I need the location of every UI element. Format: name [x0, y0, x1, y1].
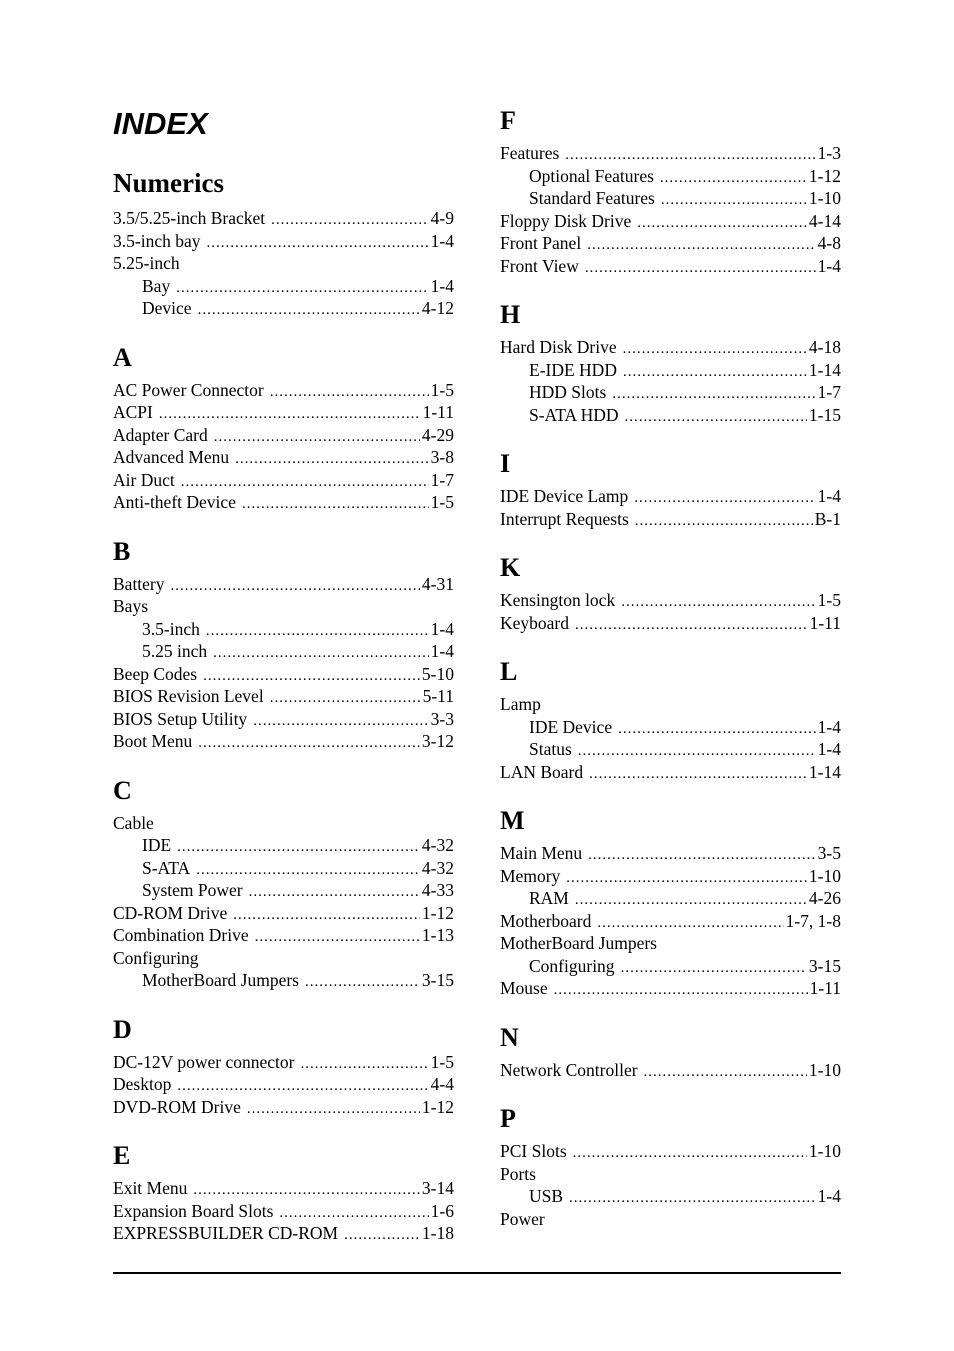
dot-leader — [634, 487, 815, 510]
section-heading: H — [500, 300, 521, 329]
dot-leader — [198, 299, 420, 322]
section-heading: A — [113, 342, 132, 372]
index-subentry — [113, 879, 454, 902]
dot-leader — [159, 403, 421, 426]
index-entry — [500, 232, 841, 255]
dot-leader — [271, 209, 429, 232]
section-heading: K — [500, 553, 521, 582]
index-entry — [500, 1059, 841, 1082]
entry-page-number: 1-10 — [808, 1059, 841, 1080]
entry-page-number: 4-32 — [421, 835, 454, 855]
index-subentry — [113, 969, 454, 992]
dot-leader — [171, 575, 420, 598]
entry-label: Beep Codes — [113, 663, 198, 684]
entry-label: ACPI — [113, 402, 153, 422]
index-entry — [113, 379, 454, 402]
dot-leader — [198, 732, 420, 755]
dot-leader — [270, 381, 429, 404]
entry-label: Desktop — [113, 1074, 172, 1094]
entry-page-number: 1-4 — [430, 641, 454, 661]
entry-page-number: 3-5 — [817, 843, 841, 863]
section-heading: N — [500, 1022, 519, 1052]
index-subentry — [113, 640, 454, 663]
entry-page-number: 5-11 — [422, 686, 454, 706]
entry-page-number: 1-10 — [808, 188, 841, 208]
dot-leader — [253, 710, 428, 733]
entry-page-number: 1-4 — [817, 739, 841, 759]
entry-label: S-ATA — [142, 857, 191, 878]
index-section-k — [500, 550, 841, 634]
entry-page-number: 1-3 — [817, 143, 841, 163]
index-entry — [500, 761, 841, 784]
entry-page-number: 4-33 — [421, 880, 454, 900]
section-heading: Numerics — [113, 168, 224, 198]
entry-label: Floppy Disk Drive — [500, 210, 632, 231]
entry-page-number: 4-14 — [808, 210, 841, 231]
index-entry — [500, 612, 841, 635]
index-entry — [500, 865, 841, 888]
index-section-f — [500, 103, 841, 277]
dot-leader — [612, 383, 815, 406]
entry-page-number: 1-12 — [421, 902, 454, 923]
dot-leader — [177, 836, 420, 859]
index-column-right — [500, 103, 841, 1230]
index-subentry — [500, 381, 841, 404]
entry-label: EXPRESSBUILDER CD-ROM — [113, 1223, 339, 1243]
entry-page-number: 1-11 — [809, 612, 841, 633]
entry-label: Cable — [113, 812, 154, 833]
entry-label: Features — [500, 143, 560, 163]
dot-leader — [177, 1075, 428, 1098]
entry-page-number: 1-7 — [430, 469, 454, 490]
entry-label: Mouse — [500, 978, 548, 998]
index-entry — [113, 207, 454, 230]
dot-leader — [575, 614, 808, 637]
entry-label: Combination Drive — [113, 925, 249, 945]
index-entry — [113, 947, 454, 970]
dot-leader — [270, 687, 421, 710]
index-entry — [113, 902, 454, 925]
entry-page-number: 1-11 — [809, 978, 841, 998]
dot-leader — [242, 493, 429, 516]
entry-label: USB — [529, 1186, 564, 1206]
entry-page-number: 1-6 — [430, 1200, 454, 1221]
dot-leader — [176, 277, 428, 300]
entry-page-number: 1-4 — [817, 716, 841, 737]
entry-label: Exit Menu — [113, 1178, 188, 1198]
entry-label: System Power — [142, 880, 243, 900]
entry-page-number: 1-10 — [808, 1141, 841, 1161]
entry-label: Ports — [500, 1163, 536, 1184]
index-subentry — [500, 359, 841, 382]
entry-label: 3.5-inch — [142, 618, 200, 639]
entry-label: 5.25-inch — [113, 253, 180, 273]
entry-label: Motherboard — [500, 910, 592, 931]
dot-leader — [573, 1142, 807, 1165]
index-section-m — [500, 803, 841, 1000]
entry-page-number: 1-5 — [817, 590, 841, 610]
section-heading: F — [500, 106, 516, 135]
dot-leader — [597, 912, 783, 935]
entry-page-number: B-1 — [814, 508, 841, 529]
dot-leader — [623, 338, 807, 361]
index-section-i — [500, 446, 841, 530]
entry-label: Expansion Board Slots — [113, 1200, 274, 1221]
dot-leader — [279, 1202, 428, 1225]
entry-label: DVD-ROM Drive — [113, 1096, 241, 1117]
entry-page-number: 1-5 — [430, 492, 454, 512]
dot-leader — [214, 426, 420, 449]
entry-label: IDE — [142, 835, 172, 855]
index-entry — [113, 1200, 454, 1223]
entry-page-number: 1-7 — [817, 382, 841, 402]
entry-page-number: 1-18 — [421, 1223, 454, 1243]
section-heading: D — [113, 1014, 132, 1044]
entry-label: Kensington lock — [500, 590, 616, 610]
entry-page-number: 1-12 — [421, 1096, 454, 1117]
dot-leader — [566, 867, 807, 890]
section-heading: P — [500, 1104, 516, 1133]
index-subentry — [500, 187, 841, 210]
entry-page-number: 4-12 — [421, 298, 454, 318]
index-subentry — [113, 618, 454, 641]
entry-label: PCI Slots — [500, 1141, 567, 1161]
dot-leader — [661, 189, 807, 212]
entry-page-number: 4-4 — [430, 1074, 454, 1094]
entry-label: Boot Menu — [113, 731, 193, 751]
entry-page-number: 4-32 — [421, 857, 454, 878]
dot-leader — [635, 510, 813, 533]
section-heading: M — [500, 806, 525, 835]
index-entry — [500, 336, 841, 359]
dot-leader — [660, 167, 807, 190]
index-entry — [500, 932, 841, 955]
index-section-e — [113, 1138, 454, 1245]
dot-leader — [623, 361, 807, 384]
entry-page-number: 1-14 — [808, 359, 841, 380]
dot-leader — [637, 212, 807, 235]
entry-label: Configuring — [113, 947, 199, 968]
entry-label: S-ATA HDD — [529, 404, 619, 425]
index-section-c — [113, 773, 454, 992]
section-heading: B — [113, 536, 131, 566]
entry-label: Power — [500, 1208, 545, 1229]
dot-leader — [588, 844, 816, 867]
index-entry — [113, 446, 454, 469]
entry-label: Keyboard — [500, 612, 570, 633]
entry-page-number: 3-3 — [430, 708, 454, 729]
entry-label: Configuring — [529, 955, 615, 976]
entry-label: Memory — [500, 865, 561, 886]
index-entry — [500, 977, 841, 1000]
dot-leader — [249, 881, 420, 904]
entry-page-number: 1-4 — [430, 230, 454, 251]
index-entry — [113, 595, 454, 618]
dot-leader — [206, 620, 429, 643]
index-entry — [113, 685, 454, 708]
entry-label: Battery — [113, 573, 165, 594]
index-subentry — [500, 165, 841, 188]
dot-leader — [625, 406, 807, 429]
index-subentry — [500, 738, 841, 761]
entry-page-number: 1-15 — [808, 404, 841, 425]
entry-label: Adapter Card — [113, 424, 208, 445]
dot-leader — [305, 971, 420, 994]
entry-label: Bay — [142, 275, 171, 296]
entry-label: Air Duct — [113, 469, 175, 490]
index-subentry — [500, 404, 841, 427]
dot-leader — [644, 1061, 807, 1084]
dot-leader — [344, 1224, 420, 1247]
index-entry — [113, 708, 454, 731]
entry-label: 3.5/5.25-inch Bracket — [113, 208, 266, 228]
entry-page-number: 1-4 — [817, 1186, 841, 1206]
index-entry — [113, 730, 454, 753]
entry-label: Standard Features — [529, 188, 655, 208]
index-entry — [113, 1177, 454, 1200]
index-entry — [500, 1140, 841, 1163]
index-section-l — [500, 654, 841, 783]
entry-page-number: 3-15 — [808, 955, 841, 976]
index-subentry — [113, 297, 454, 320]
dot-leader — [565, 144, 815, 167]
index-subentry — [500, 887, 841, 910]
entry-label: BIOS Revision Level — [113, 686, 264, 706]
section-heading: I — [500, 449, 511, 478]
entry-page-number: 4-18 — [808, 337, 841, 357]
entry-page-number: 1-4 — [817, 486, 841, 506]
index-entry — [500, 693, 841, 716]
entry-label: Main Menu — [500, 843, 583, 863]
index-entry — [113, 230, 454, 253]
index-entry — [500, 485, 841, 508]
index-subentry — [113, 857, 454, 880]
dot-leader — [589, 763, 807, 786]
entry-page-number: 3-15 — [421, 970, 454, 990]
entry-page-number: 5-10 — [421, 663, 454, 684]
index-section-d — [113, 1012, 454, 1119]
index-entry — [113, 401, 454, 424]
index-section-n — [500, 1020, 841, 1082]
index-entry — [500, 255, 841, 278]
dot-leader — [587, 234, 815, 257]
dot-leader — [235, 448, 429, 471]
index-column-left — [113, 163, 454, 1245]
dot-leader — [181, 471, 429, 494]
index-section-b — [113, 534, 454, 753]
dot-leader — [196, 859, 420, 882]
index-entry — [113, 1073, 454, 1096]
dot-leader — [621, 591, 815, 614]
dot-leader — [554, 979, 808, 1002]
page-title: INDEX — [113, 106, 208, 141]
index-subentry — [500, 955, 841, 978]
index-entry — [113, 1222, 454, 1245]
dot-leader — [300, 1053, 428, 1076]
entry-label: Front Panel — [500, 233, 582, 253]
entry-page-number: 1-4 — [817, 255, 841, 276]
entry-page-number: 1-12 — [808, 165, 841, 186]
footer-rule — [113, 1272, 841, 1274]
entry-label: Network Controller — [500, 1059, 638, 1080]
index-entry — [113, 469, 454, 492]
entry-label: Advanced Menu — [113, 447, 230, 467]
section-heading: C — [113, 775, 132, 805]
entry-page-number: 1-10 — [808, 865, 841, 886]
entry-label: Front View — [500, 255, 579, 276]
dot-leader — [213, 642, 429, 665]
entry-page-number: 1-11 — [422, 402, 454, 422]
entry-page-number: 1-4 — [430, 618, 454, 639]
entry-label: Interrupt Requests — [500, 508, 629, 529]
index-section-p — [500, 1101, 841, 1230]
entry-label: Device — [142, 298, 192, 318]
index-entry — [113, 924, 454, 947]
index-section-a — [113, 340, 454, 514]
index-entry — [113, 812, 454, 835]
entry-page-number: 4-8 — [817, 233, 841, 253]
entry-label: DC-12V power connector — [113, 1051, 295, 1072]
entry-page-number: 3-12 — [421, 731, 454, 751]
index-entry — [113, 491, 454, 514]
dot-leader — [255, 926, 420, 949]
dot-leader — [585, 257, 816, 280]
section-heading: E — [113, 1141, 131, 1170]
entry-label: Optional Features — [529, 165, 654, 186]
entry-label: E-IDE HDD — [529, 359, 617, 380]
dot-leader — [578, 740, 816, 763]
dot-leader — [233, 904, 420, 927]
index-subentry — [500, 716, 841, 739]
index-entry — [113, 252, 454, 275]
index-entry — [113, 424, 454, 447]
entry-label: 5.25 inch — [142, 641, 208, 661]
entry-page-number: 3-8 — [430, 447, 454, 467]
entry-label: MotherBoard Jumpers — [142, 970, 299, 990]
dot-leader — [206, 232, 428, 255]
entry-page-number: 3-14 — [421, 1178, 454, 1198]
dot-leader — [575, 889, 807, 912]
entry-page-number: 4-9 — [430, 208, 454, 228]
entry-label: CD-ROM Drive — [113, 902, 228, 923]
index-section-h — [500, 297, 841, 426]
dot-leader — [203, 665, 420, 688]
entry-label: RAM — [529, 888, 569, 908]
index-entry — [500, 142, 841, 165]
entry-label: AC Power Connector — [113, 379, 264, 400]
index-entry — [113, 663, 454, 686]
index-entry — [500, 1163, 841, 1186]
entry-page-number: 1-14 — [808, 761, 841, 782]
dot-leader — [247, 1098, 420, 1121]
index-entry — [500, 910, 841, 933]
dot-leader — [569, 1187, 816, 1210]
index-entry — [113, 1096, 454, 1119]
entry-page-number: 1-7, 1-8 — [785, 910, 841, 931]
entry-page-number: 1-4 — [430, 275, 454, 296]
entry-page-number: 1-5 — [430, 379, 454, 400]
entry-label: 3.5-inch bay — [113, 230, 201, 251]
entry-label: Lamp — [500, 694, 541, 714]
entry-label: Hard Disk Drive — [500, 337, 617, 357]
index-entry — [113, 573, 454, 596]
index-entry — [113, 1051, 454, 1074]
entry-label: Bays — [113, 596, 148, 616]
index-subentry — [113, 834, 454, 857]
entry-label: IDE Device — [529, 716, 613, 737]
index-section-numerics — [113, 163, 454, 320]
entry-label: LAN Board — [500, 761, 584, 782]
entry-label: HDD Slots — [529, 382, 607, 402]
dot-leader — [618, 718, 816, 741]
entry-label: Anti-theft Device — [113, 492, 236, 512]
index-subentry — [113, 275, 454, 298]
index-entry — [500, 589, 841, 612]
entry-page-number: 1-13 — [421, 925, 454, 945]
index-subentry — [500, 1185, 841, 1208]
dot-leader — [193, 1179, 420, 1202]
section-heading: L — [500, 657, 518, 686]
entry-label: BIOS Setup Utility — [113, 708, 248, 729]
dot-leader — [621, 957, 807, 980]
index-entry — [500, 508, 841, 531]
entry-page-number: 4-26 — [808, 888, 841, 908]
entry-page-number: 1-5 — [430, 1051, 454, 1072]
entry-label: Status — [529, 739, 572, 759]
index-entry — [500, 842, 841, 865]
index-entry — [500, 210, 841, 233]
index-entry — [500, 1208, 841, 1231]
entry-page-number: 4-29 — [421, 424, 454, 445]
entry-label: IDE Device Lamp — [500, 486, 629, 506]
entry-page-number: 4-31 — [421, 573, 454, 594]
entry-label: MotherBoard Jumpers — [500, 933, 657, 953]
